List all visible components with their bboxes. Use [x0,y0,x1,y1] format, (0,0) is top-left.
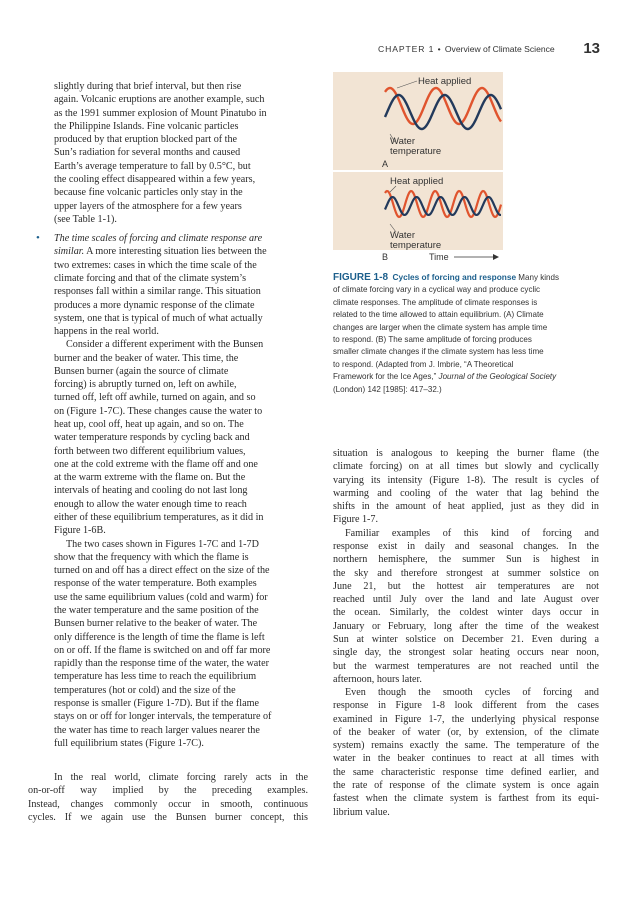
panel-b-water-label-1: Water [390,230,415,241]
paragraph-two-cases: The two cases shown in Figures 1-7C and 1-7D show that the frequency with which the flame is turned on and off has a direct effect on the size of the response of the water temperature. Both examples use the same equilibrium values (cold and warm) for the water temperature and the same position of the Bunsen burner relative to the beaker of water. The only difference is the length of time the flame is left on or off. If the flame is switched on and off far more rapidly than the response time of the water, the water temperature has less time to reach the equilibrium temperatures (hot or cold) and the size of the response is smaller (Figure 1-7D). But if the flame stays on or off for longer intervals, the temperature of the water has time to reach larger values nearer the full equilibrium states (Figure 1-7C). [54,538,272,749]
caption-title: FIGURE 1-8 [333,272,389,283]
caption-subtitle: Cycles of forcing and response [392,272,517,282]
bullet-similar-time-scales: • The time scales of forcing and climate response are similar. A more interesting situation lies between the two extremes: cases in which the time scale of the climate forcing and that of the climate system’s responses fall within a similar range. This situation produces a more dynamic response of the climate system, one that is typical of much of what actually happens in the real world. [36,232,267,338]
running-header [378,40,600,58]
paragraph-analogous: situation is analogous to keeping the burner flame (the climate forcing) on at all times but slowly and cyclically varying its intensity (Figure 1-8). The result is cycles of warming and cooling of the water that lag behind the shifts in the amount of heat applied, just as they did in Figure 1-7. [333,448,599,526]
panel-a-water-label-2: temperature [390,146,442,157]
paragraph-familiar-examples: Familiar examples of this kind of forcing and response exist in daily and seasonal changes. In the northern hemisphere, the summer Sun is highest in the sky and therefore strongest at summer solstice on June 21, but the hottest air temperatures are not reached until July over the land and late August over the ocean. Similarly, the coldest winter days occur in January or February, long after the time of the weakest Sun at winter solstice on December 21. Even during a single day, the strongest solar heating occurs near noon, but the warmest temperatures are not reached until the afternoon, hours later. [333,527,599,685]
panel-a-water-label-1: Water [390,136,415,147]
panel-b-heat-label: Heat applied [390,176,444,187]
chapter-label: CHAPTER 1 • Overview of Climate Science [378,44,555,54]
panel-a-heat-label: Heat applied [418,76,472,87]
paragraph-volcanic: slightly during that brief interval, but then rise again. Volcanic eruptions are another example, such as the 1991 summer explosion of Mount Pinatubo in the Philippine Islands. Fine volcanic particles produced by that eruption blocked part of the Sun’s radiation for several months and caused Earth’s average temperature to fall by 0.5°C, but the cooling effect disappeared within a few years, because fine volcanic particles only stay in the upper layers of the atmosphere for a few years (see Table 1-1). [54,81,267,225]
figure-caption: FIGURE 1-8 Cycles of forcing and response Many kinds of climate forcing vary in a cyclical way and produce cyclic climate responses. The amplitude of climate responses is related to the time allowed to attain equilibrium. (A) Climate changes are larger when the climate system has ample time to respond. (B) The same amplitude of forcing produces smaller climate changes if the climate system has less time to respond. (Adapted from J. Imbrie, “A Theoretical Framework for the Ice Ages,” Journal of the Geological Society (London) 142 [1985]: 417–32.) [333,272,559,394]
paragraph-even-though: Even though the smooth cycles of forcing and response in Figure 1-8 look different from the cases examined in Figure 1-7, the underlying physical response of the beaker of water (or, by extension, of the climate system) remains exactly the same. The temperature of the water in the beaker continues to react at all times with the same characteristic response time defined earlier, and the rate of response of the climate system is once again fastest when the climate system is farthest from its equi- librium value. [333,687,599,818]
page-number: 13 [583,40,600,57]
figure-1-8 [333,72,599,270]
caption-journal: Journal of the Geological Society [438,372,557,382]
paragraph-bunsen-experiment: Consider a different experiment with the Bunsen burner and the beaker of water. This time, the Bunsen burner (again the source of climate forcing) is abruptly turned on, left on awhile, turned off, left off awhile, turned on again, and so on (Figure 1-7C). These changes cause the water to heat up, cool off, heat up again, and so on. The water temperature responds by cycling back and forth between two different equilibrium values, one at the cold extreme with the flame off and one at the warm extreme with the flame on. But the intervals of heating and cooling do not last long enough to allow the water enough time to reach either of these equilibrium temperatures, as it did in Figure 1-6B. [54,339,264,537]
time-arrow-head [493,254,499,260]
panel-b-letter: B [382,252,389,262]
time-axis-label: Time [429,252,449,262]
figure-1-8-graphic [333,72,599,270]
right-column [333,447,599,819]
panel-b-water-label-2: temperature [390,240,442,251]
bullet-marker: • [36,232,40,245]
paragraph-real-world: In the real world, climate forcing rarely acts in the on-or-off way implied by the preceding examples. Instead, changes commonly occur in smooth, continuous cycles. If we again use the Bunsen burner concept, this [28,772,308,823]
panel-a-letter: A [382,159,389,169]
left-column [36,80,308,750]
